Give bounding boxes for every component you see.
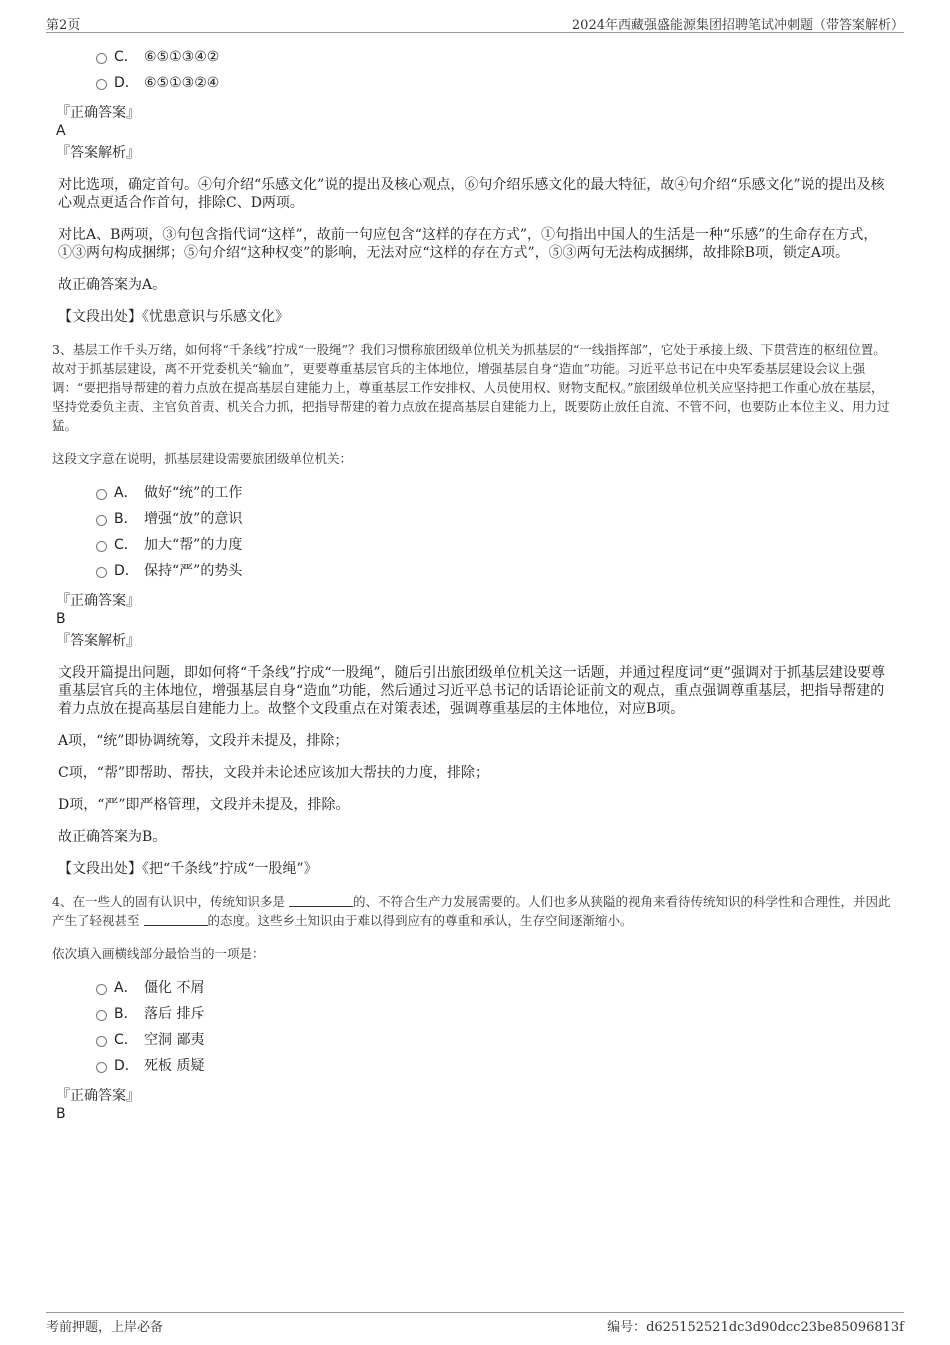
q2-analysis-label: 『答案解析』 (56, 145, 140, 161)
q3-option-b[interactable]: B． 增强“放”的意识 (56, 506, 896, 532)
q3-option-c[interactable]: C． 加大“帮”的力度 (56, 532, 896, 558)
q3-stem: 3、基层工作千头万绪，如何将“千条线”拧成“一股绳”？我们习惯称旅团级单位机关为抓基层的“一线指挥部”，它处于承接上级、下贯营连的枢纽位置。故对于抓基层建设，离不开党委机关“输血”，更要尊重基层官兵的主体地位，增强基层自身“造血”功能。习近平总书记在中央军委基层建设会议上强调：“要把指导帮建的着力点放在提高基层自建能力上，尊重基层工作安排权、人员使用权、财物支配权。”旅团级单位机关应坚持把工作重心放在基层，坚持党委负主责、主官负首责、机关合力抓，把指导帮建的着力点放在提高基层自建能力上，既要防止放任自流、不管不问，也要防止本位主义、用力过猛。 (52, 342, 890, 433)
q4-answer: B (56, 1106, 66, 1122)
radio-icon[interactable] (96, 984, 107, 995)
q3-analysis-3: C项，“帮”即帮助、帮扶，文段并未论述应该加大帮扶的力度，排除； (58, 765, 490, 781)
q3-answer: B (56, 611, 66, 627)
q2-analysis-3: 故正确答案为A。 (58, 277, 167, 293)
page-header (46, 14, 904, 33)
footer-slogan: 考前押题，上岸必备 (46, 1320, 164, 1335)
q2-options (56, 44, 896, 96)
radio-icon[interactable] (96, 1062, 107, 1073)
document-id: 编号：d625152521dc3d90dcc23be85096813f (607, 1320, 904, 1335)
q3-analysis-1: 文段开篇提出问题，即如何将“千条线”拧成“一股绳”，随后引出旅团级单位机关这一话题，并通过程度词“更”强调对于抓基层建设要尊重基层官兵的主体地位，增强基层自身“造血”功能，然后通过习近平总书记的话语论证前文的观点，重点强调尊重基层，把指导帮建的着力点放在提高基层自建能力上。故整个文段重点在对策表述，强调尊重基层的主体地位，对应B项。 (58, 665, 885, 717)
q2-source: 【文段出处】《忧患意识与乐感文化》 (58, 309, 289, 325)
q2-analysis-1: 对比选项，确定首句。④句介绍“乐感文化”说的提出及核心观点，⑥句介绍乐感文化的最大特征，故④句介绍“乐感文化”说的提出及核心观点更适合作首句，排除C、D两项。 (58, 177, 885, 211)
q3-prompt: 这段文字意在说明，抓基层建设需要旅团级单位机关： (52, 451, 353, 466)
q4-option-d[interactable]: D． 死板 质疑 (56, 1053, 896, 1079)
document-title: 2024年西藏强盛能源集团招聘笔试冲刺题（带答案解析） (571, 18, 904, 33)
q4-option-c[interactable]: C． 空洞 鄙夷 (56, 1027, 896, 1053)
page-footer (46, 1312, 904, 1336)
radio-icon[interactable] (96, 53, 107, 64)
q4-option-a[interactable]: A． 僵化 不屑 (56, 975, 896, 1001)
q2-answer: A (56, 123, 66, 139)
radio-icon[interactable] (96, 567, 107, 578)
q3-option-d[interactable]: D． 保持“严”的势头 (56, 558, 896, 584)
q3-analysis-4: D项，“严”即严格管理，文段并未提及，排除。 (58, 797, 350, 813)
fill-blank-2 (144, 913, 208, 926)
radio-icon[interactable] (96, 79, 107, 90)
radio-icon[interactable] (96, 541, 107, 552)
q4-answer-label: 『正确答案』 (56, 1088, 140, 1104)
q3-answer-label: 『正确答案』 (56, 593, 140, 609)
q3-source: 【文段出处】《把“千条线”拧成“一股绳”》 (58, 861, 318, 877)
radio-icon[interactable] (96, 1036, 107, 1047)
q3-options (56, 480, 896, 584)
q3-analysis-label: 『答案解析』 (56, 633, 140, 649)
q4-stem: 4、在一些人的固有认识中，传统知识多是 的、不符合生产力发展需要的。人们也多从狭隘的视角来看待传统知识的科学性和合理性，并因此产生了轻视甚至 的态度。这些乡土知识由于难以得到应有的尊重和承认，生存空间逐渐缩小。 (52, 894, 891, 928)
q4-option-b[interactable]: B． 落后 排斥 (56, 1001, 896, 1027)
radio-icon[interactable] (96, 1010, 107, 1021)
q4-options (56, 975, 896, 1079)
fill-blank-1 (289, 894, 353, 907)
page-number: 第2页 (46, 18, 81, 33)
q2-option-c[interactable]: C． ⑥⑤①③④② (56, 44, 896, 70)
q3-analysis-5: 故正确答案为B。 (58, 829, 167, 845)
radio-icon[interactable] (96, 489, 107, 500)
q4-prompt: 依次填入画横线部分最恰当的一项是： (52, 946, 265, 961)
radio-icon[interactable] (96, 515, 107, 526)
q2-option-d[interactable]: D． ⑥⑤①③②④ (56, 70, 896, 96)
q2-analysis-2: 对比A、B两项，③句包含指代词“这样”，故前一句应包含“这样的存在方式”，①句指出中国人的生活是一种“乐感”的生命存在方式，①③两句构成捆绑；⑤句介绍“这种权变”的影响，无法对应“这样的存在方式”，⑤③两句无法构成捆绑，故排除B项，锁定A项。 (58, 227, 878, 261)
q3-analysis-2: A项，“统”即协调统筹，文段并未提及，排除； (58, 733, 349, 749)
q2-answer-label: 『正确答案』 (56, 105, 140, 121)
document-body (52, 44, 896, 1127)
q3-option-a[interactable]: A． 做好“统”的工作 (56, 480, 896, 506)
